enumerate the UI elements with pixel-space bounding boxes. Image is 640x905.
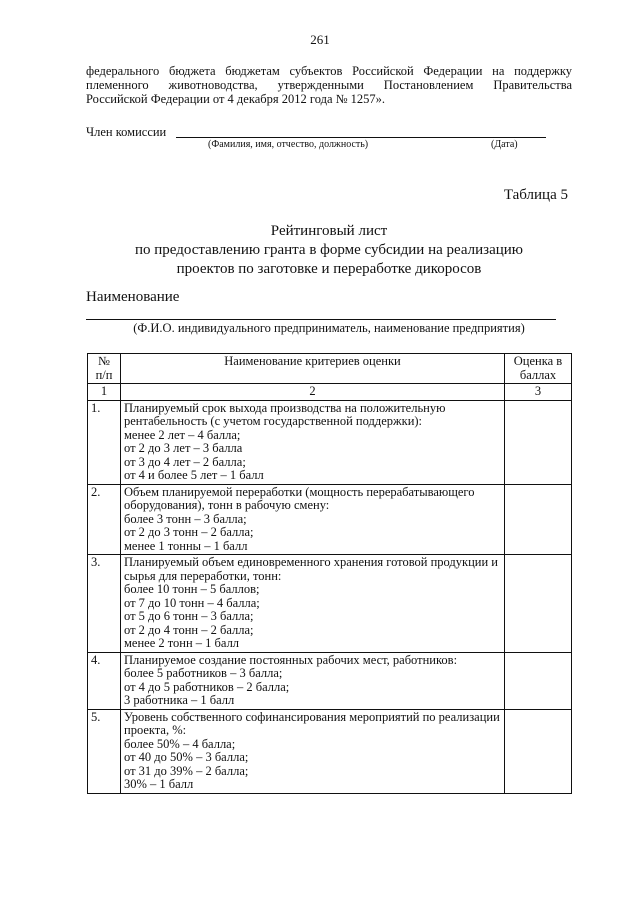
signature-name-caption: (Фамилия, имя, отчество, должность) [208,139,369,150]
criterion-title: Планируемый срок выхода производства на положительную рентабельность (с учетом государственной поддержки): [124,400,446,428]
criterion-cell [121,484,505,555]
document-title [86,222,572,279]
table-row [88,709,572,793]
title-line-1: Рейтинговый лист [270,223,388,239]
header-num: № п/п [88,354,121,384]
row-number: 2. [88,484,121,555]
name-field-line [86,319,556,320]
criterion-option: от 31 до 39% – 2 балла; [124,763,249,778]
intro-line-1: федерального бюджета бюджетам субъектов Российской Федерации на поддержку [86,64,572,78]
criterion-option: менее 2 тонн – 1 балл [124,636,240,650]
row-number: 3. [88,555,121,653]
row-number: 5. [88,709,121,793]
criterion-option: от 3 до 4 лет – 2 балла; [124,454,246,469]
criterion-option: от 2 до 4 тонн – 2 балла; [124,622,254,637]
name-field-caption: (Ф.И.О. индивидуального предприниматель, наименование предприятия) [133,321,525,335]
index-cell-2: 2 [121,384,505,401]
table-index-row [88,384,572,401]
criterion-title: Объем планируемой переработки (мощность перерабатывающего оборудования), тонн в рабочую смену: [124,484,475,512]
criterion-option: более 10 тонн – 5 баллов; [124,582,260,596]
title-line-2: по предоставлению гранта в форме субсидии на реализацию [134,242,523,258]
criterion-option: 30% – 1 балл [124,777,194,791]
index-cell-1: 1 [88,384,121,401]
criterion-title: Планируемое создание постоянных рабочих мест, работников: [124,652,458,667]
criterion-option: от 4 до 5 работников – 2 балла; [124,679,290,694]
criterion-option: от 2 до 3 тонн – 2 балла; [124,525,254,539]
index-cell-3: 3 [505,384,572,401]
page-number: 261 [310,32,330,47]
row-number: 4. [88,652,121,709]
name-field-label: Наименование [86,289,180,305]
intro-line-2: племенного животноводства, утвержденными Постановлением Правительства [86,78,572,92]
score-cell[interactable] [505,709,572,793]
table-row [88,484,572,555]
score-cell[interactable] [505,652,572,709]
criterion-option: более 3 тонн – 3 балла; [124,511,247,526]
criterion-option: от 5 до 6 тонн – 3 балла; [124,609,254,623]
table-label: Таблица 5 [503,187,568,203]
criterion-cell [121,555,505,653]
criterion-option: более 5 работников – 3 балла; [124,666,283,680]
score-cell[interactable] [505,555,572,653]
criteria-rows [88,400,572,793]
signature-label: Член комиссии [86,125,167,139]
criterion-title: Планируемый объем единовременного хранения готовой продукции и сырья для переработки, тонн: [124,555,498,583]
signature-date-line [466,137,546,138]
criterion-option: от 4 и более 5 лет – 1 балл [124,468,264,482]
row-number: 1. [88,400,121,484]
table-row [88,400,572,484]
criterion-option: 3 работника – 1 балл [124,693,235,707]
criterion-option: более 50% – 4 балла; [124,736,236,751]
score-cell[interactable] [505,400,572,484]
criterion-cell [121,652,505,709]
header-score: Оценка в баллах [505,354,572,384]
header-criteria: Наименование критериев оценки [121,354,505,384]
signature-name-line [176,137,500,138]
intro-paragraph [86,64,572,106]
criteria-table [87,353,572,794]
criterion-cell [121,400,505,484]
criterion-option: от 40 до 50% – 3 балла; [124,750,249,764]
criterion-title: Уровень собственного софинансирования мероприятий по реализации проекта, %: [124,709,500,737]
criterion-option: менее 2 лет – 4 балла; [124,427,241,442]
table-header-row [88,354,572,384]
criterion-option: от 7 до 10 тонн – 4 балла; [124,595,260,610]
table-row [88,555,572,653]
table-row [88,652,572,709]
signature-block [86,125,576,155]
criterion-cell [121,709,505,793]
signature-date-caption: (Дата) [491,139,518,150]
criterion-option: менее 1 тонны – 1 балл [124,538,248,553]
title-line-3: проектов по заготовке и переработке дикоросов [176,261,482,277]
intro-line-3: Российской Федерации от 4 декабря 2012 года № 1257». [86,92,386,106]
criterion-option: от 2 до 3 лет – 3 балла [124,441,243,455]
score-cell[interactable] [505,484,572,555]
